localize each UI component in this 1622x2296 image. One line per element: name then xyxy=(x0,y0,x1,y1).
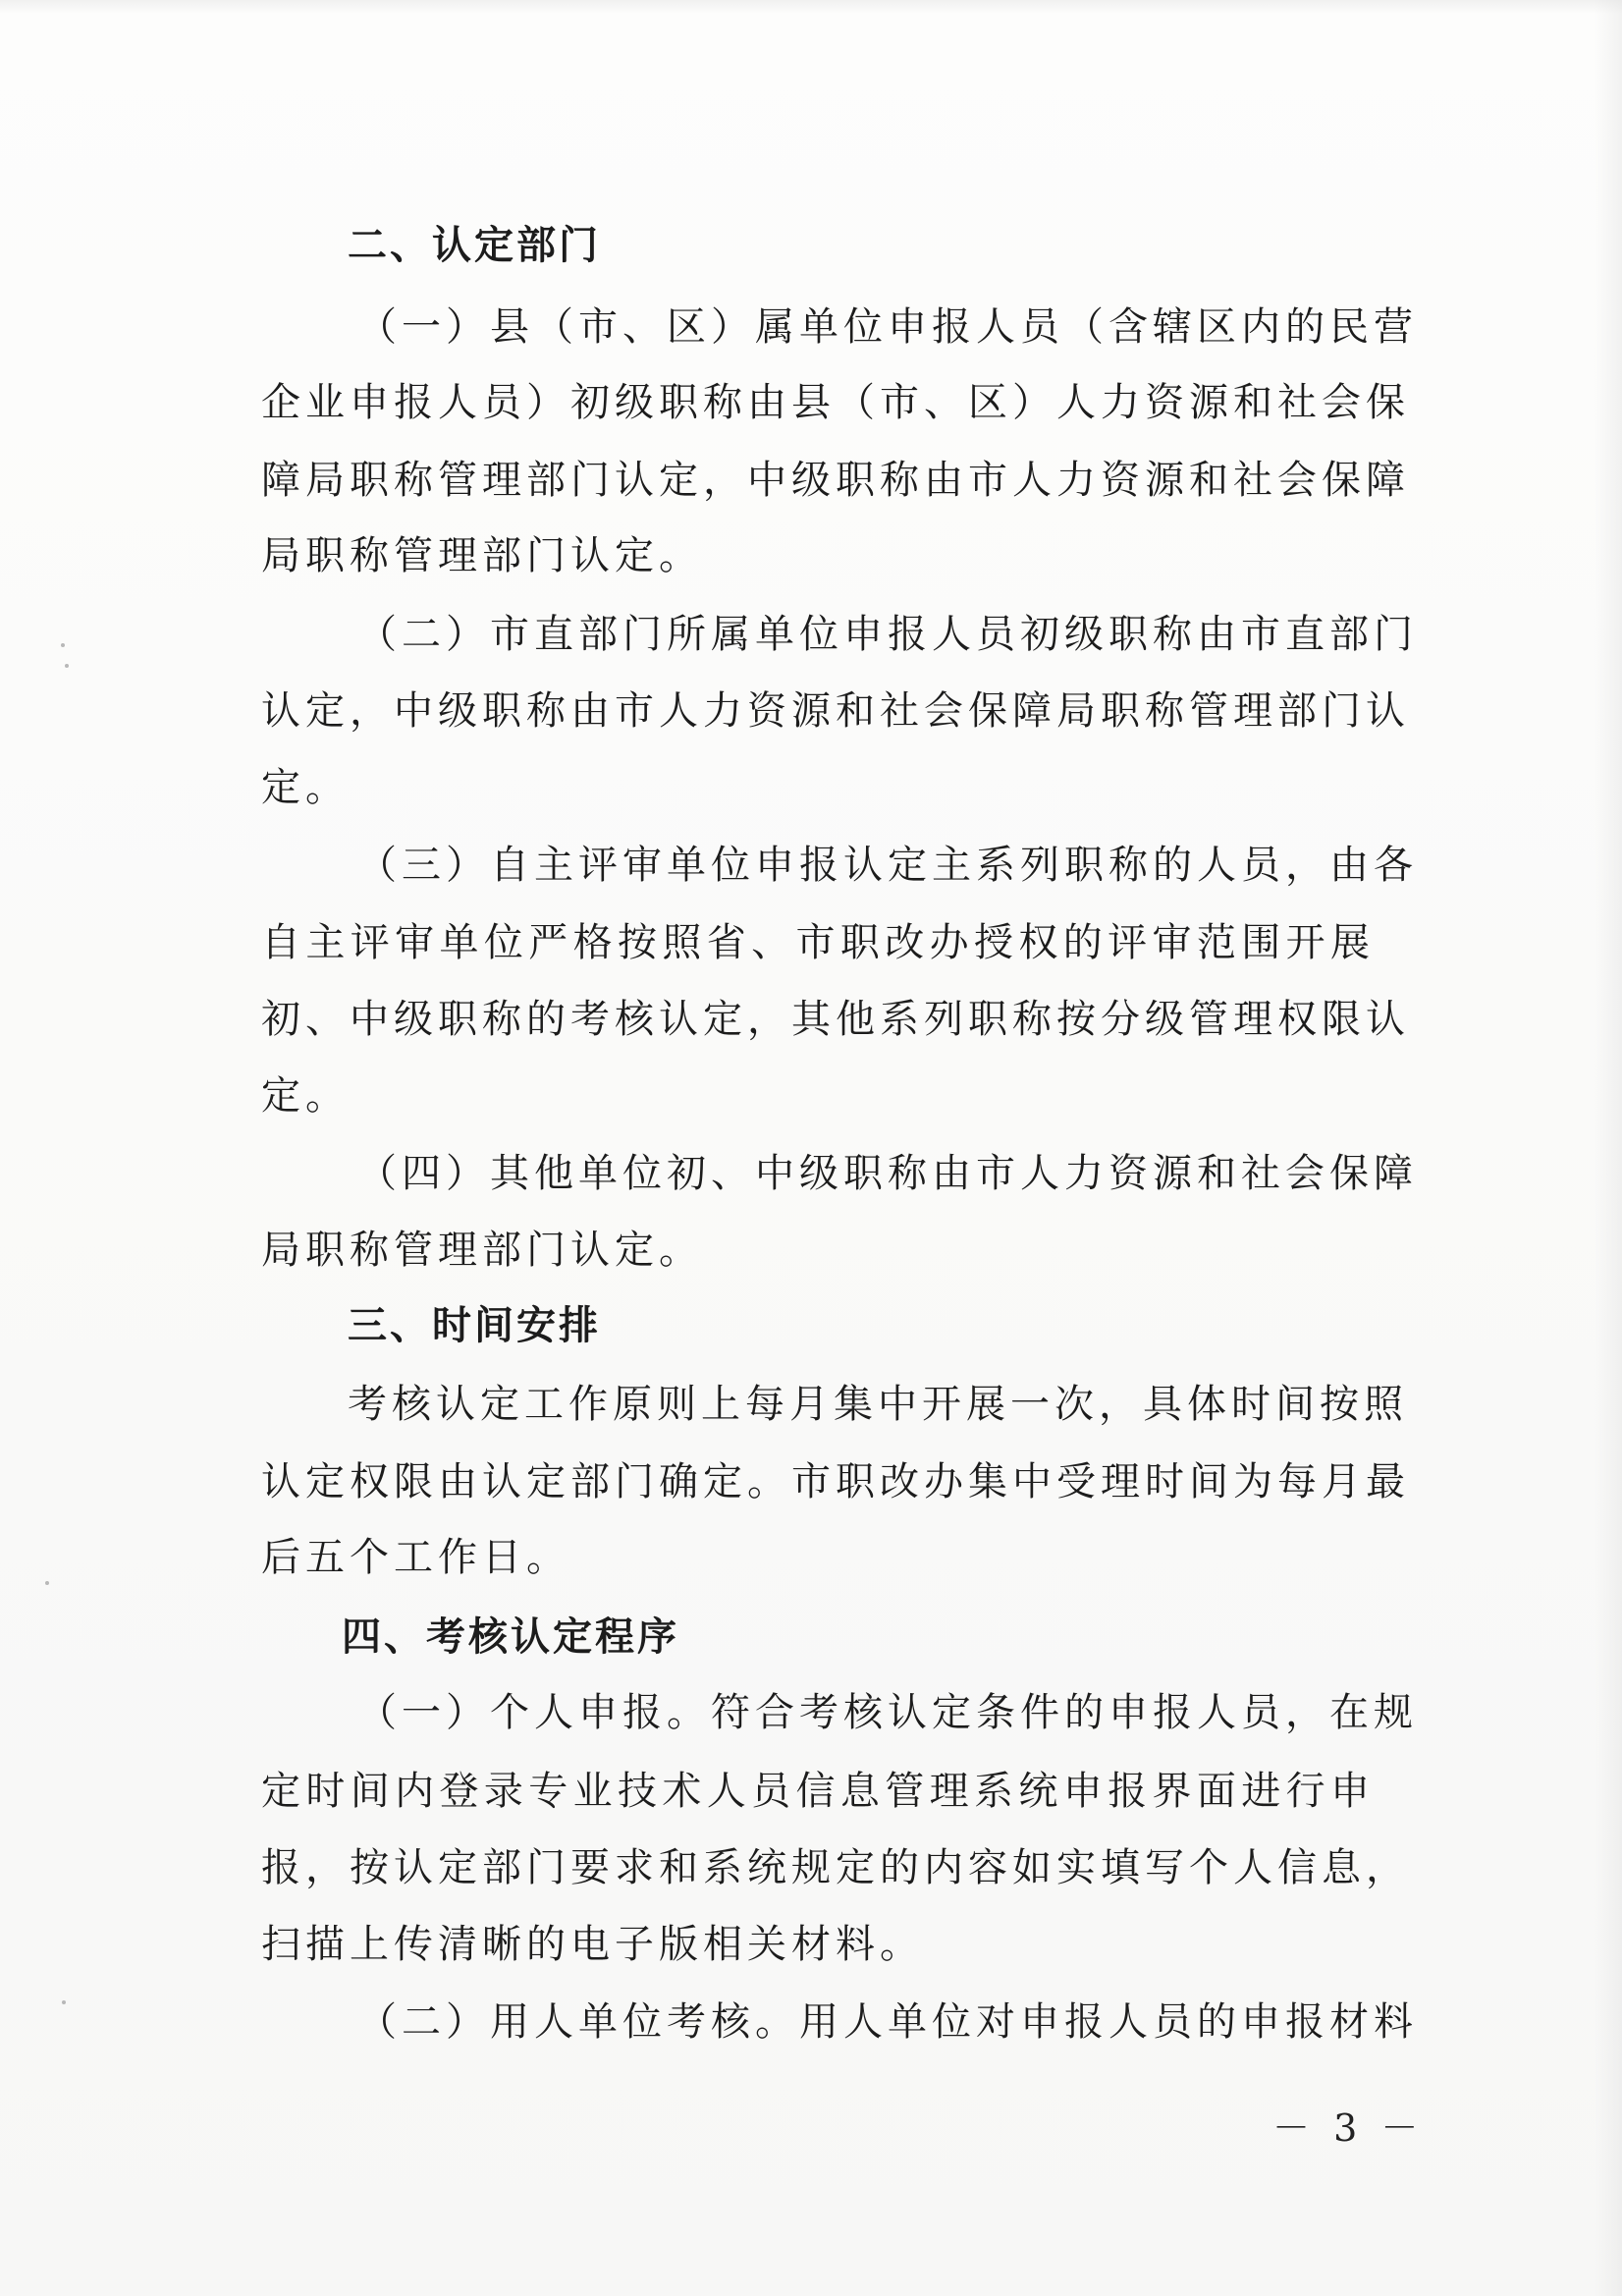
paragraph-line: 企业申报人员）初级职称由县（市、区）人力资源和社会保 xyxy=(261,380,1410,425)
paragraph-line: （二）市直部门所属单位申报人员初级职称由市直部门 xyxy=(357,612,1418,657)
paragraph-line: （四）其他单位初、中级职称由市人力资源和社会保障 xyxy=(357,1151,1418,1196)
paragraph-line: 自主评审单位严格按照省、市职改办授权的评审范围开展 xyxy=(261,920,1375,965)
paragraph-line: （三）自主评审单位申报认定主系列职称的人员，由各 xyxy=(357,843,1418,888)
paragraph-line: （一）个人申报。符合考核认定条件的申报人员，在规 xyxy=(357,1690,1418,1735)
paragraph-line: 考核认定工作原则上每月集中开展一次，具体时间按照 xyxy=(348,1382,1408,1427)
paragraph-line: 后五个工作日。 xyxy=(261,1535,570,1580)
paragraph-line: 局职称管理部门认定。 xyxy=(261,1228,703,1273)
section-heading: 三、时间安排 xyxy=(348,1303,601,1348)
paragraph-line: 认定，中级职称由市人力资源和社会保障局职称管理部门认 xyxy=(261,688,1410,734)
section-heading: 四、考核认定程序 xyxy=(342,1614,679,1660)
paragraph-line: 报，按认定部门要求和系统规定的内容如实填写个人信息， xyxy=(261,1845,1410,1890)
paragraph-line: 扫描上传清晰的电子版相关材料。 xyxy=(261,1922,924,1967)
paper-edge-shadow xyxy=(1595,0,1622,2296)
paper-top-shadow xyxy=(0,0,1622,14)
paper-speck xyxy=(61,643,65,647)
paper-speck xyxy=(62,2000,66,2004)
paragraph-line: 局职称管理部门认定。 xyxy=(261,533,703,578)
paragraph-line: 认定权限由认定部门确定。市职改办集中受理时间为每月最 xyxy=(261,1459,1410,1504)
paragraph-line: 定。 xyxy=(261,1073,350,1119)
paragraph-line: （一）县（市、区）属单位申报人员（含辖区内的民营 xyxy=(357,304,1418,350)
paper-speck xyxy=(65,664,69,668)
paper-speck xyxy=(45,1581,49,1585)
section-heading: 二、认定部门 xyxy=(348,223,601,268)
paragraph-line: 障局职称管理部门认定，中级职称由市人力资源和社会保障 xyxy=(261,458,1410,503)
paragraph-line: 初、中级职称的考核认定，其他系列职称按分级管理权限认 xyxy=(261,997,1410,1042)
paragraph-line: 定。 xyxy=(261,765,350,810)
page-number: － 3 － xyxy=(1272,2106,1425,2150)
paragraph-line: （二）用人单位考核。用人单位对申报人员的申报材料 xyxy=(357,1999,1418,2045)
paragraph-line: 定时间内登录专业技术人员信息管理系统申报界面进行申 xyxy=(261,1769,1375,1814)
